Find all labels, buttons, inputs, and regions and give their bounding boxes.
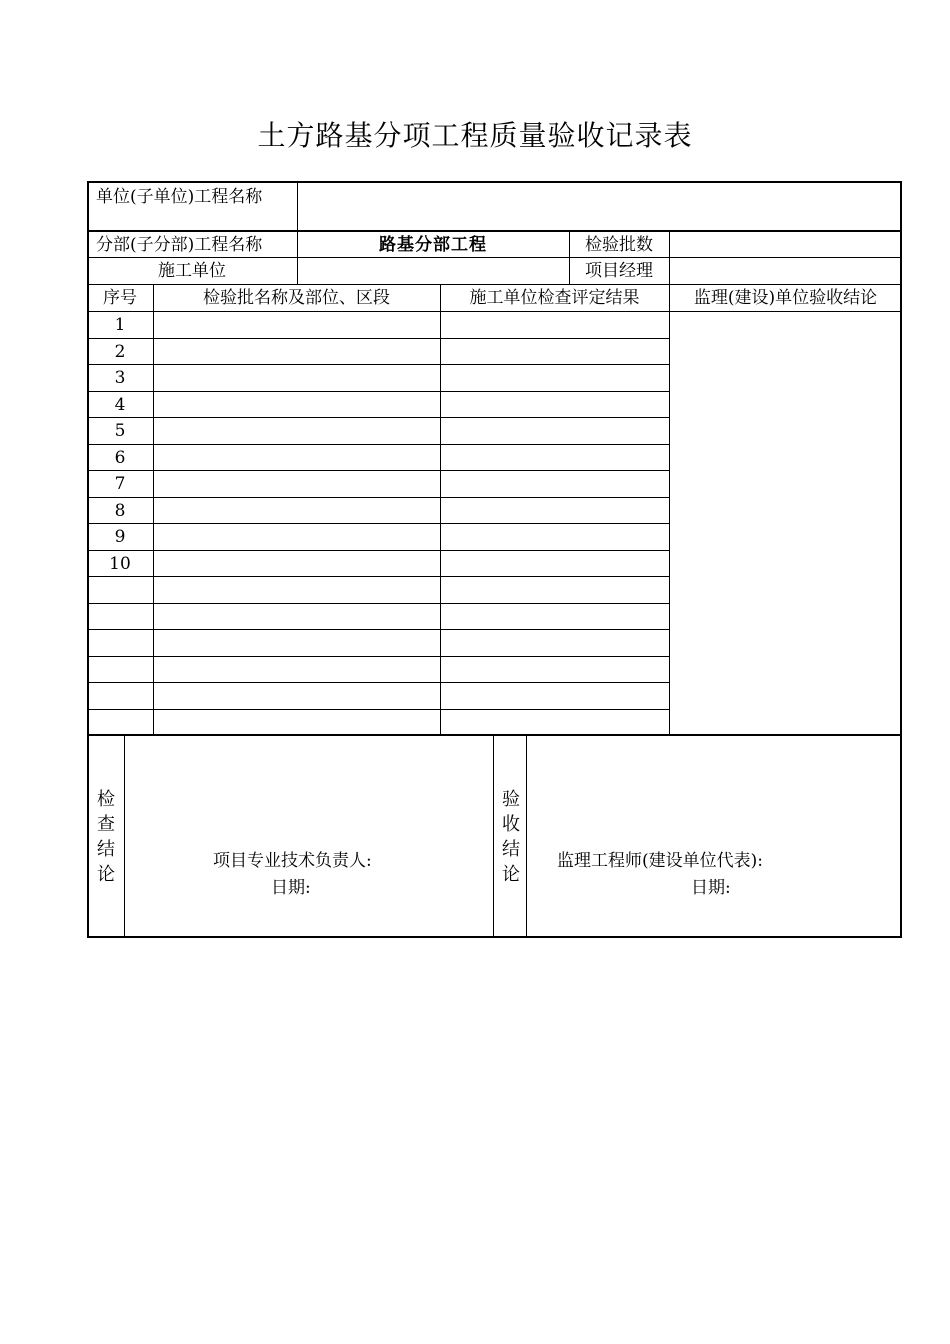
row-number: 7 bbox=[114, 474, 126, 494]
grid-line bbox=[87, 603, 669, 604]
check-conclusion-label: 检 查 结 论 bbox=[97, 789, 115, 885]
check-date-label: 日期: bbox=[271, 878, 311, 898]
unit-project-label: 单位(子单位)工程名称 bbox=[96, 187, 263, 207]
row-number: 3 bbox=[114, 368, 126, 388]
row-number: 1 bbox=[114, 315, 126, 335]
grid-line bbox=[87, 523, 669, 524]
quality-acceptance-table bbox=[87, 181, 902, 938]
sub-project-label: 分部(子分部)工程名称 bbox=[96, 235, 263, 255]
grid-line bbox=[900, 181, 902, 938]
grid-line bbox=[87, 576, 669, 577]
page-title: 土方路基分项工程质量验收记录表 bbox=[257, 119, 693, 152]
grid-line bbox=[440, 284, 441, 735]
grid-line bbox=[124, 734, 125, 938]
grid-line bbox=[526, 734, 527, 938]
grid-line bbox=[87, 230, 902, 232]
grid-line bbox=[87, 682, 669, 683]
grid-line bbox=[87, 497, 669, 498]
column-header-seq: 序号 bbox=[103, 288, 137, 308]
grid-line bbox=[493, 734, 494, 938]
grid-line bbox=[87, 709, 669, 710]
grid-line bbox=[87, 417, 669, 418]
grid-line bbox=[87, 181, 89, 938]
accept-signer-label: 监理工程师(建设单位代表): bbox=[557, 851, 763, 871]
grid-line bbox=[297, 231, 298, 284]
grid-line bbox=[87, 470, 669, 471]
grid-line bbox=[87, 364, 669, 365]
row-number: 9 bbox=[114, 527, 126, 547]
grid-line bbox=[569, 231, 570, 284]
grid-line bbox=[87, 656, 669, 657]
row-number: 4 bbox=[114, 395, 126, 415]
accept-date-label: 日期: bbox=[691, 878, 731, 898]
column-header-supervision-conclusion: 监理(建设)单位验收结论 bbox=[693, 288, 878, 308]
column-header-construction-result: 施工单位检查评定结果 bbox=[469, 288, 640, 308]
grid-line bbox=[669, 231, 670, 284]
grid-line bbox=[87, 734, 902, 736]
grid-line bbox=[87, 338, 669, 339]
batch-count-label: 检验批数 bbox=[585, 235, 653, 255]
grid-line bbox=[297, 181, 298, 230]
row-number: 2 bbox=[114, 342, 126, 362]
construction-unit-label: 施工单位 bbox=[158, 261, 226, 281]
row-number: 10 bbox=[109, 554, 131, 574]
grid-line bbox=[669, 284, 670, 735]
accept-conclusion-label: 验 收 结 论 bbox=[502, 789, 520, 885]
grid-line bbox=[87, 257, 902, 258]
grid-line bbox=[87, 550, 669, 551]
grid-line bbox=[87, 629, 669, 630]
grid-line bbox=[87, 936, 902, 938]
grid-line bbox=[87, 311, 902, 312]
row-number: 5 bbox=[114, 421, 126, 441]
grid-line bbox=[87, 444, 669, 445]
grid-line bbox=[153, 284, 154, 735]
check-signer-label: 项目专业技术负责人: bbox=[213, 851, 372, 871]
sub-project-value[interactable]: 路基分部工程 bbox=[379, 235, 487, 255]
column-header-batch-name: 检验批名称及部位、区段 bbox=[203, 288, 390, 308]
grid-line bbox=[87, 391, 669, 392]
row-number: 6 bbox=[114, 448, 126, 468]
grid-line bbox=[87, 284, 902, 285]
project-manager-label: 项目经理 bbox=[585, 261, 653, 281]
row-number: 8 bbox=[114, 501, 126, 521]
grid-line bbox=[87, 181, 902, 183]
